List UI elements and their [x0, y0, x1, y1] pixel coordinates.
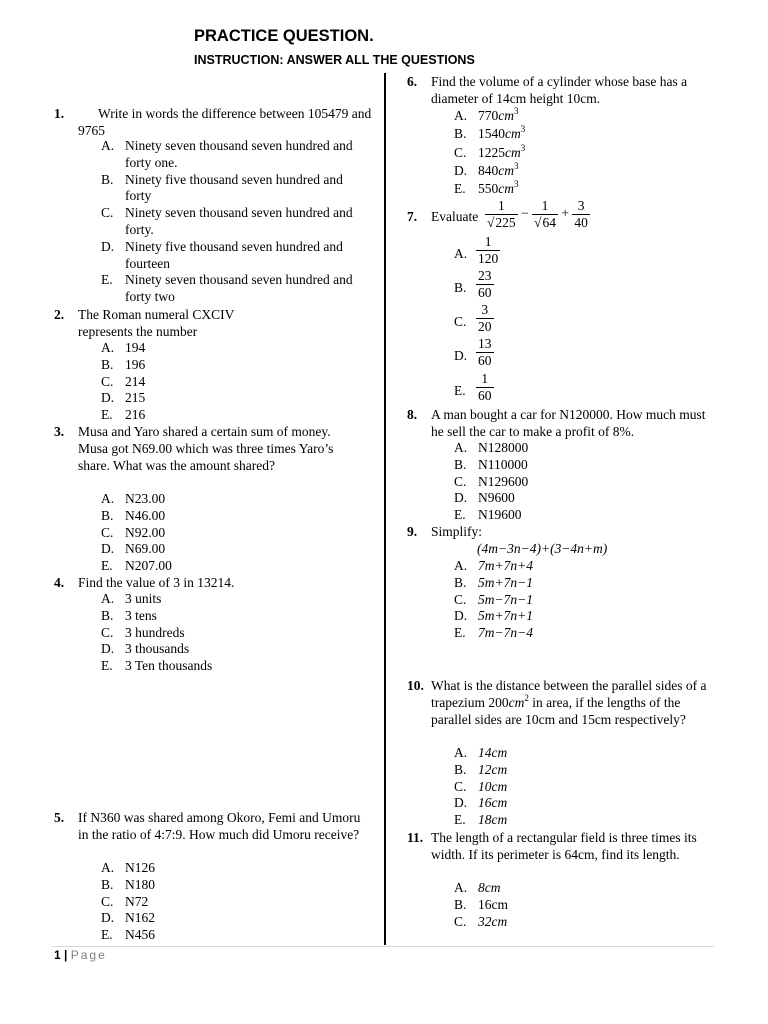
option-d[interactable]: D. 5m+7n+1	[454, 608, 533, 624]
option-c[interactable]: C. N129600	[454, 473, 529, 489]
question-number: 5.	[54, 810, 65, 825]
question-text: Simplify:	[431, 524, 483, 539]
option-b[interactable]: B. 5m+7n−1	[454, 574, 533, 590]
evaluate-expression: $\frac{1}{√225}$ − $\frac{1}{√64}$ + $\frac{3}{40}$	[487, 198, 588, 230]
option-b[interactable]: B. 3 tens	[101, 607, 157, 623]
option-e[interactable]: E. 3 Ten thousands	[101, 658, 213, 674]
question-text: Find the volume of a cylinder whose base has a diameter of 14cm height 10cm.	[431, 74, 688, 106]
option-d[interactable]: D. Ninety five thousand seven hundred and fourteen	[101, 238, 343, 271]
option-d[interactable]: D. N9600	[454, 490, 515, 506]
option-b[interactable]: B. 16cm	[454, 896, 508, 912]
option-d[interactable]: D. 16cm	[454, 795, 508, 811]
column-divider	[384, 73, 386, 945]
option-a[interactable]: A. 194	[101, 340, 146, 355]
question-text: Evaluate	[431, 209, 479, 224]
option-e[interactable]: E. N19600	[454, 507, 522, 523]
option-e[interactable]: E. $550cm^3$	[454, 179, 519, 197]
page-number: 1	[54, 948, 61, 962]
options-list	[101, 138, 371, 306]
option-b[interactable]: B. N180	[101, 876, 155, 892]
option-b[interactable]: B. 12cm	[454, 761, 508, 777]
option-a[interactable]: A. N126	[101, 860, 155, 875]
option-d[interactable]: D. N162	[101, 910, 155, 926]
option-a[interactable]: A. $770cm^3$	[454, 106, 519, 123]
question-text: A man bought a car for N120000. How much must he sell the car to make a profit of 8%.	[431, 407, 706, 439]
options-list	[454, 745, 654, 829]
option-b[interactable]: B. Ninety five thousand seven hundred and forty	[101, 171, 343, 204]
option-c[interactable]: C. 32cm	[454, 913, 508, 929]
options-list	[101, 860, 301, 944]
option-e[interactable]: E. 18cm	[454, 812, 508, 828]
option-a[interactable]: A. 8cm	[454, 880, 501, 895]
simplify-expression: (4m−3n−4)+(3−4n+m)	[477, 541, 608, 556]
question-7: 7. Evaluate $\frac{1}{√225}$ − $\frac{1}{√64}$ + $\frac{3}{40}$ A. $\frac{1}{120}$ B. $\frac{23}{60}$ C. $\frac{3}{20}$ D. $\frac{13}{60}$ E. $\frac{1}{60}$	[407, 198, 588, 403]
option-c[interactable]: C. 10cm	[454, 778, 508, 794]
option-c[interactable]: C. $1225cm^3$	[454, 142, 526, 160]
page-label: Page	[70, 948, 107, 962]
option-e[interactable]: E. 7m−7n−4	[454, 625, 533, 641]
question-number: 4.	[54, 575, 65, 590]
question-number: 2.	[54, 307, 65, 322]
question-text: What is the distance between the parallel sides of a trapezium $200cm^2$ in area, if the lengths of the parallel sides are 10cm and 15cm respectively?	[431, 678, 707, 727]
option-a[interactable]: A. 3 units	[101, 591, 162, 606]
question-text: If N360 was shared among Okoro, Femi and Umoru in the ratio of 4:7:9. How much did Umoru receive?	[78, 810, 361, 842]
option-a[interactable]: A. Ninety seven thousand seven hundred and forty one.	[101, 138, 353, 170]
option-c[interactable]: C. N92.00	[101, 524, 166, 540]
option-c[interactable]: C. 3 hundreds	[101, 624, 185, 640]
option-b[interactable]: B. 196	[101, 356, 146, 372]
footer-divider	[52, 946, 714, 947]
option-d[interactable]: D. 215	[101, 390, 146, 406]
option-d[interactable]: D. $840cm^3$	[454, 160, 519, 178]
question-number: 3.	[54, 424, 65, 439]
option-a[interactable]: A. 14cm	[454, 745, 508, 760]
question-number: 6.	[407, 74, 418, 89]
option-d[interactable]: D. 3 thousands	[101, 641, 190, 657]
option-d[interactable]: D. N69.00	[101, 541, 166, 557]
question-text: Write in words the difference between 105479 and 9765	[78, 106, 372, 138]
option-b[interactable]: B. $1540cm^3$	[454, 124, 526, 142]
option-c[interactable]: C. Ninety seven thousand seven hundred and forty.	[101, 205, 353, 237]
question-text: The length of a rectangular field is three times its width. If its perimeter is 64cm, find its length.	[431, 830, 697, 862]
options-list	[101, 591, 321, 675]
options-list	[454, 440, 654, 524]
option-e[interactable]: E. N456	[101, 927, 155, 943]
option-a[interactable]: A. 7m+7n+4	[454, 558, 533, 573]
option-c[interactable]: C. 5m−7n−1	[454, 591, 533, 607]
question-number: 10.	[407, 678, 424, 693]
option-b[interactable]: B. N110000	[454, 456, 528, 472]
option-e[interactable]: E. N207.00	[101, 558, 172, 574]
question-number: 11.	[407, 830, 424, 845]
footer-separator: |	[64, 948, 68, 962]
option-a[interactable]: A. N23.00	[101, 491, 166, 506]
option-e[interactable]: E. Ninety seven thousand seven hundred and forty two	[101, 272, 353, 305]
option-e[interactable]: E. 216	[101, 407, 146, 423]
option-c[interactable]: C. N72	[101, 893, 149, 909]
options-list	[454, 107, 654, 198]
instruction: INSTRUCTION: ANSWER ALL THE QUESTIONS	[194, 53, 475, 67]
question-number: 1.	[54, 106, 65, 121]
question-number: 8.	[407, 407, 418, 422]
options-list	[454, 558, 654, 642]
question-text: Musa and Yaro shared a certain sum of money. Musa got N69.00 which was three times Yaro’s share. What was the amount shared?	[78, 424, 334, 473]
options-list	[454, 880, 654, 930]
question-number: 9.	[407, 524, 418, 539]
page-title: PRACTICE QUESTION.	[194, 27, 374, 45]
option-c[interactable]: C. 214	[101, 373, 146, 389]
question-text: Find the value of 3 in 13214.	[78, 575, 235, 590]
question-number: 7.	[407, 209, 418, 224]
options-list	[101, 491, 301, 575]
options-list	[101, 340, 301, 424]
question-text: The Roman numeral CXCIV represents the number	[78, 307, 235, 339]
option-a[interactable]: A. N128000	[454, 440, 529, 455]
option-b[interactable]: B. N46.00	[101, 507, 166, 523]
page-footer	[54, 948, 107, 962]
